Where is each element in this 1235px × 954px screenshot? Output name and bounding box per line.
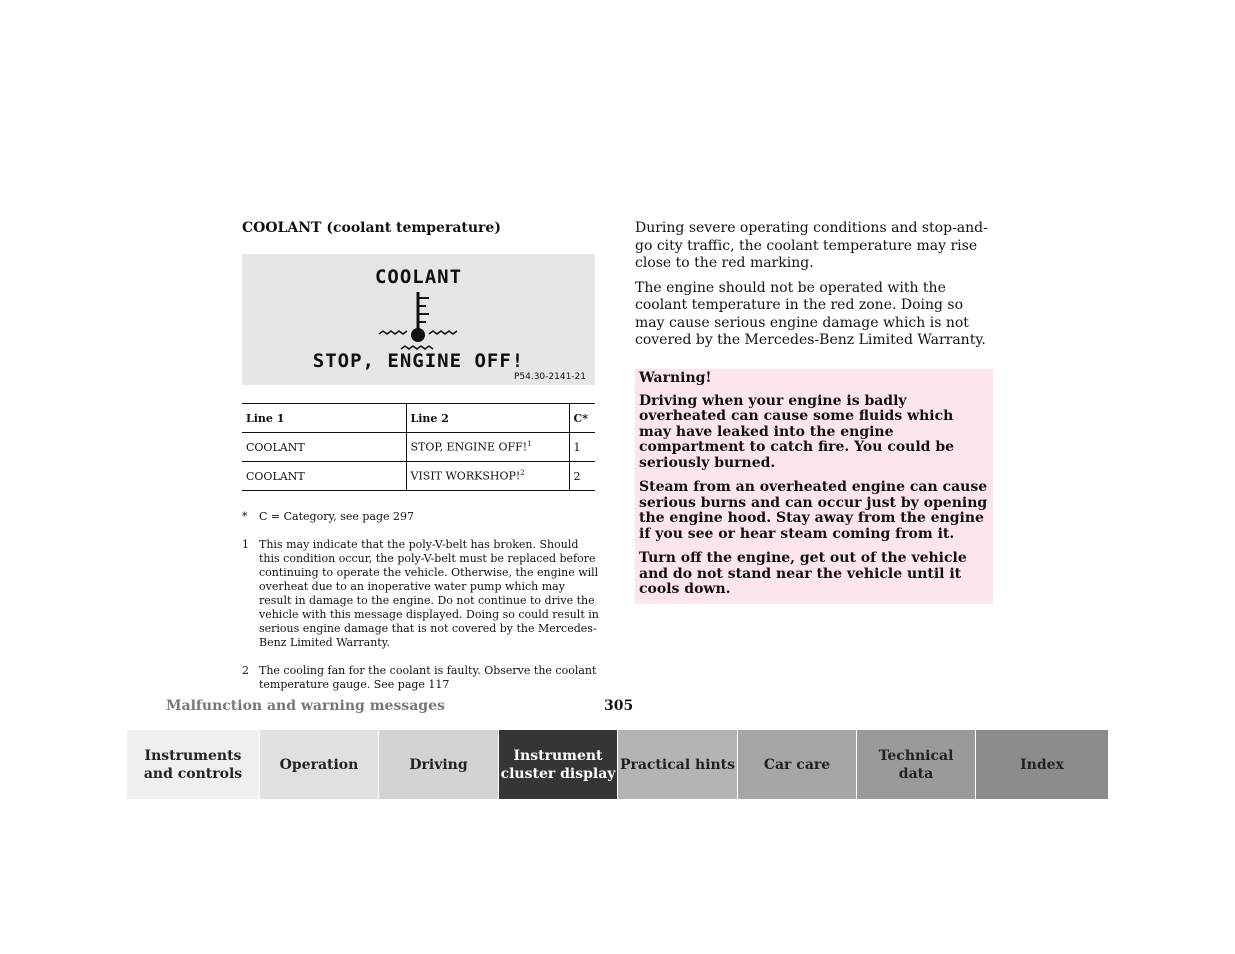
footnotes	[242, 510, 600, 706]
footnote-mark: 2	[242, 664, 249, 677]
footnote	[242, 538, 600, 650]
table-cell-line1: COOLANT	[242, 433, 406, 462]
table-header: C*	[569, 404, 595, 433]
table-row	[242, 433, 595, 462]
page-number: 305	[604, 698, 634, 714]
table-cell-line2	[406, 433, 569, 462]
nav-tab-index[interactable]: Index	[975, 730, 1108, 799]
nav-tab-practical-hints[interactable]: Practical hints	[617, 730, 737, 799]
nav-tab-technical-data[interactable]: Technical data	[856, 730, 975, 799]
nav-tab-instrument-cluster-display[interactable]: Instrument cluster display	[498, 730, 617, 799]
table-cell-category: 1	[569, 433, 595, 462]
footnote	[242, 664, 600, 692]
message-table	[242, 403, 595, 491]
footnote-ref: 2	[520, 469, 525, 478]
footnote-text: C = Category, see page 297	[259, 510, 415, 523]
footer-section-title: Malfunction and warning messages	[166, 698, 445, 714]
table-row	[242, 462, 595, 491]
nav-tab-car-care[interactable]: Car care	[737, 730, 856, 799]
table-header-row	[242, 404, 595, 433]
footnote	[242, 510, 600, 524]
section-heading: COOLANT (coolant temperature)	[242, 220, 501, 236]
table-cell-line2	[406, 462, 569, 491]
warning-paragraph: Driving when your engine is badly overheated can cause some fluids which may have leaked into the engine compartment to catch fire. You could be seriously burned.	[639, 392, 955, 471]
cell-text: STOP, ENGINE OFF!	[410, 440, 528, 454]
body-text	[635, 220, 995, 357]
paragraph: The engine should not be operated with the coolant temperature in the red zone. Doing so may cause serious engine damage which is not covered by the Mercedes-Benz Limited Warranty.	[635, 279, 986, 348]
footnote-mark: 1	[242, 538, 249, 551]
paragraph: During severe operating conditions and stop-and-go city traffic, the coolant temperature may rise close to the red marking.	[635, 220, 988, 271]
warning-title: Warning!	[639, 370, 712, 386]
footnote-text: This may indicate that the poly-V-belt has broken. Should this condition occur, the poly-V-belt must be replaced before continuing to operate the vehicle. Otherwise, the engine will overheat due to an inoperative water pump which may result in damage to the engine. Do not continue to drive the vehicle with this message displayed. Doing so could result in serious engine damage that is not covered by the Mercedes-Benz Limited Warranty.	[259, 538, 599, 649]
footnote-text: The cooling fan for the coolant is faulty. Observe the coolant temperature gauge. See page 117	[259, 664, 597, 691]
nav-tab-instruments-and-controls[interactable]: Instruments and controls	[127, 730, 259, 799]
cell-text: VISIT WORKSHOP!	[410, 469, 521, 483]
warning-paragraph: Turn off the engine, get out of the vehicle and do not stand near the vehicle until it cools down.	[639, 550, 967, 597]
footnote-ref: 1	[527, 440, 532, 449]
display-line-2: STOP, ENGINE OFF!	[312, 350, 525, 372]
footnote-mark: *	[242, 510, 248, 523]
warning-paragraph: Steam from an overheated engine can cause serious burns and can occur just by opening the engine hood. Stay away from the engine if you see or hear steam coming from it.	[639, 479, 988, 542]
table-cell-line1: COOLANT	[242, 462, 406, 491]
chapter-navigation	[127, 730, 1108, 799]
image-code: P54.30-2141-21	[513, 372, 586, 382]
table-cell-category: 2	[569, 462, 595, 491]
display-line-1: COOLANT	[374, 266, 463, 288]
instrument-cluster-display-illustration	[242, 254, 595, 385]
table-header: Line 1	[242, 404, 406, 433]
table-header: Line 2	[406, 404, 569, 433]
nav-tab-operation[interactable]: Operation	[259, 730, 378, 799]
warning-box	[635, 369, 993, 604]
nav-tab-driving[interactable]: Driving	[378, 730, 498, 799]
